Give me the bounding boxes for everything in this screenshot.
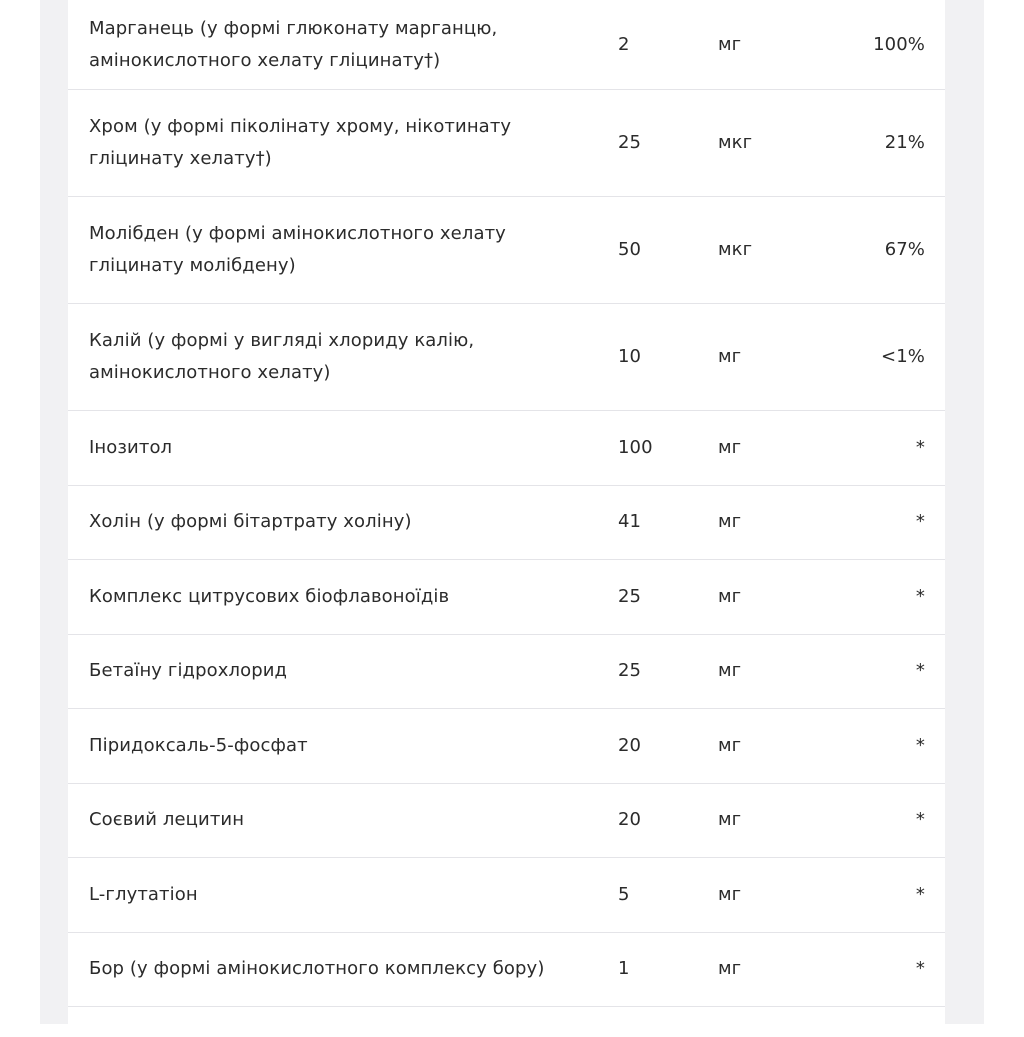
ingredient-unit: мг [718,585,742,607]
ingredient-unit: мг [718,436,742,458]
daily-value-percent: 67% [884,239,925,260]
supplement-facts-table [68,0,945,1037]
table-row [68,635,945,710]
ingredient-amount: 20 [618,734,642,756]
ingredient-amount: 2 [618,33,630,55]
ingredient-unit: мг [718,33,742,55]
daily-value-percent: <1% [881,346,925,367]
table-row [68,933,945,1008]
daily-value-percent: 21% [884,132,925,153]
daily-value-percent: * [915,734,925,756]
ingredient-name: Молібден (у формі амінокислотного хелату гліцинату молібдену) [89,223,506,276]
ingredient-name: Марганець (у формі глюконату марганцю, амінокислотного хелату гліцинату†) [89,17,498,71]
ingredient-name: Піридоксаль-5-фосфат [89,734,308,756]
ingredient-unit: мг [718,511,742,533]
ingredient-amount: 25 [618,660,642,682]
table-row [68,304,945,411]
table-row [68,784,945,859]
table-row [68,560,945,635]
ingredient-amount: 25 [618,132,642,153]
ingredient-unit: мкг [718,132,753,153]
daily-value-percent: * [915,809,925,831]
ingredient-amount: 50 [618,239,642,260]
ingredient-name: Бетаїну гідрохлорид [89,660,288,682]
ingredient-name: Хром (у формі піколінату хрому, нікотинату гліцинату хелату†) [89,116,512,169]
ingredient-amount: 100 [618,436,653,458]
ingredient-unit: мг [718,883,742,905]
table-row [68,486,945,561]
table-row [68,90,945,197]
ingredient-name: Холін (у формі бітартрату холіну) [89,511,412,533]
ingredient-name: Бор (у формі амінокислотного комплексу бору) [89,958,545,980]
ingredient-unit: мкг [718,239,753,260]
ingredient-unit: мг [718,958,742,980]
ingredient-amount: 41 [618,511,642,533]
ingredient-name: L-глутатіон [89,883,198,905]
ingredient-name: Інозитол [89,436,173,458]
daily-value-percent: * [915,436,925,458]
table-row [68,411,945,486]
ingredient-amount: 1 [618,958,630,980]
page-background [40,0,984,1024]
ingredient-name: Комплекс цитрусових біофлавоноїдів [89,585,450,607]
daily-value-percent: * [915,660,925,682]
table-row [68,709,945,784]
ingredient-amount: 20 [618,809,642,831]
daily-value-percent: * [915,958,925,980]
table-row [68,197,945,304]
daily-value-percent: * [915,883,925,905]
ingredient-unit: мг [718,734,742,756]
ingredient-unit: мг [718,660,742,682]
ingredient-amount: 10 [618,346,642,367]
daily-value-percent: 100% [873,33,925,55]
daily-value-percent: * [915,511,925,533]
daily-value-percent: * [915,585,925,607]
ingredient-name: Калій (у формі у вигляді хлориду калію, амінокислотного хелату) [89,330,475,383]
table-row [68,0,945,90]
ingredient-amount: 25 [618,585,642,607]
table-row [68,858,945,933]
ingredient-unit: мг [718,346,742,367]
table-row-partial [68,1007,945,1037]
ingredient-amount: 5 [618,883,630,905]
ingredient-name: Соєвий лецитин [89,809,245,831]
ingredient-unit: мг [718,809,742,831]
